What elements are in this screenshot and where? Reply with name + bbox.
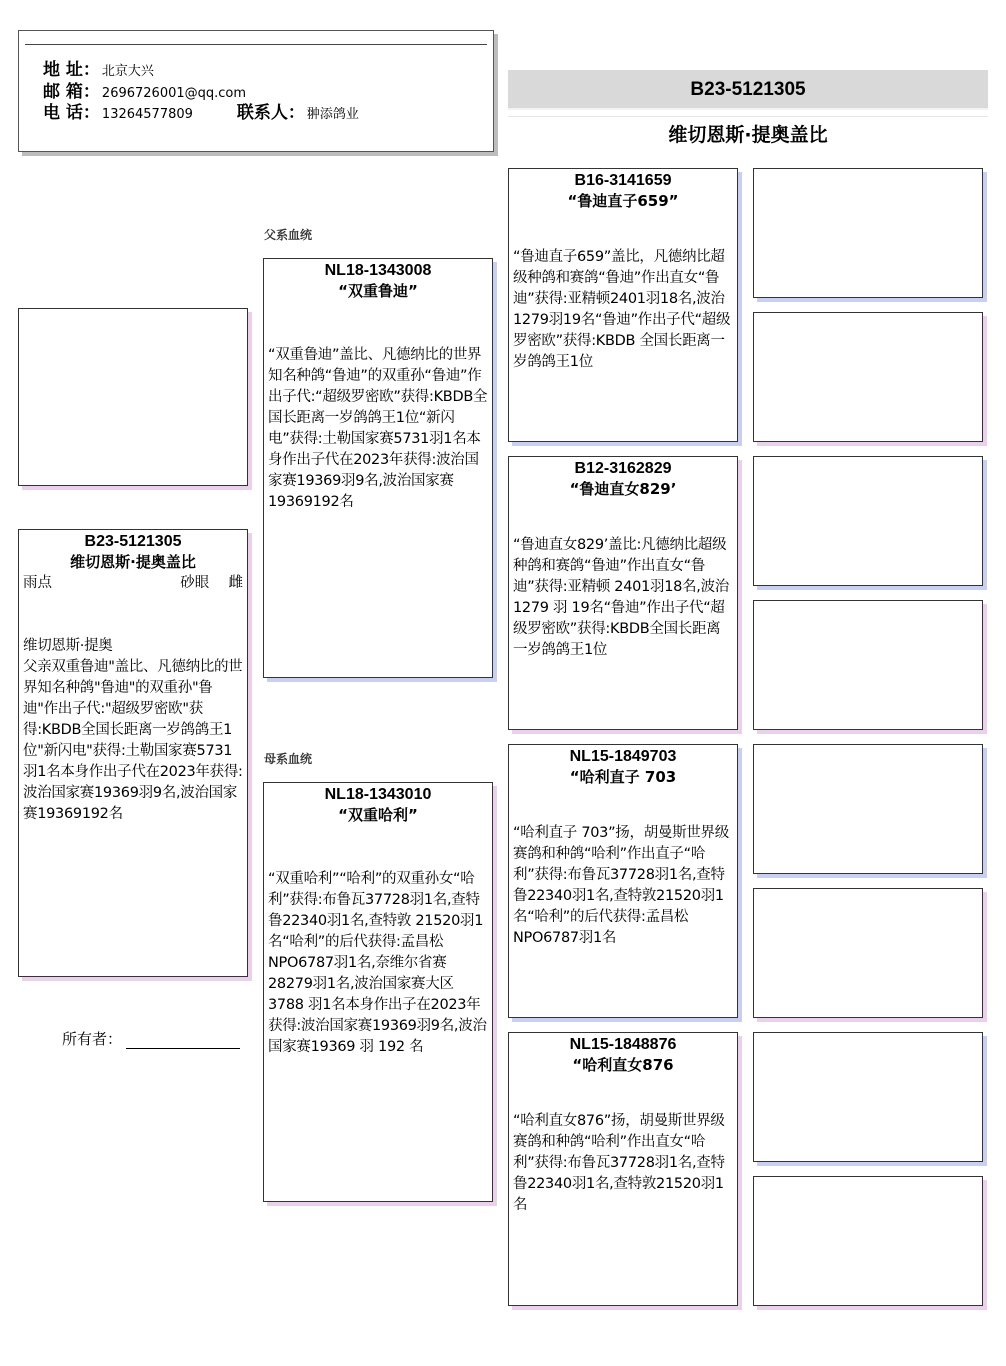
granddam-maternal-card: [508, 1032, 738, 1306]
grandparent-ring: B12-3162829: [574, 460, 672, 477]
bird-photo-frame: [18, 308, 248, 486]
grandparent-description: “鲁迪直子659”盖比，凡德纳比超级种鸽和赛鸽“鲁迪”作出直女“鲁迪”获得:亚精顿2401羽18名,波治1279羽19名“鲁迪”作出子代“超级罗密欧”获得:KBDB 全国长距离一岁鸽鸽王1位: [513, 249, 731, 370]
email-value: 2696726001@qq.com: [101, 86, 247, 101]
subject-description: 维切恩斯·提奥 父亲双重鲁迪"盖比、凡德纳比的世界知名种鸽"鲁迪"的双重孙"鲁迪"作出子代:"超级罗密欧"获得:KBDB全国长距离一岁鸽鸽王1位"新闪电"获得:土勒国家赛5731羽1名本身作出子代在2023年获得:波治国家赛19369羽9名,波治国家赛19369192名: [23, 638, 243, 822]
grandparent-name: “哈利直女876: [572, 1056, 674, 1074]
great-grandparent-box: [753, 744, 983, 874]
grandparent-description: “哈利直女876”扬，胡曼斯世界级赛鸽和种鸽“哈利”作出直女“哈利”获得:布鲁瓦37728羽1名,查特鲁22340羽1名,查特敦21520羽1名: [513, 1113, 725, 1213]
subject-ring: B23-5121305: [84, 533, 182, 550]
grandparent-ring: B16-3141659: [574, 172, 672, 189]
sire-description: “双重鲁迪”盖比、凡德纳比的世界知名种鸽“鲁迪”的双重孙“鲁迪”作出子代:“超级罗密欧”获得:KBDB全国长距离一岁鸽鸽王1位“新闪电”获得:土勒国家赛5731羽1名本身作出子代在2023年获得:波治国家赛19369羽9名,波治国家赛19369192名: [268, 347, 488, 510]
grandparent-ring: NL15-1848876: [569, 1036, 677, 1053]
contact-person-value: 翀添鸽业: [306, 107, 359, 122]
address-label: 地 址：: [43, 60, 100, 80]
great-grandparent-box: [753, 168, 983, 298]
contact-box: [18, 30, 494, 152]
email-label: 邮 箱：: [43, 82, 100, 102]
sire-name: “双重鲁迪”: [338, 282, 418, 300]
dam-ring: NL18-1343010: [324, 786, 432, 803]
subject-attributes: [19, 572, 247, 594]
grandparent-description: “鲁迪直女829’盖比:凡德纳比超级种鸽和赛鸽“鲁迪”作出直女“鲁迪”获得:亚精顿 2401羽18名,波治1279 羽 19名“鲁迪”作出子代“超级罗密欧”获得:KBDB全国长距离一岁鸽鸽王1位: [513, 537, 729, 658]
great-grandparent-box: [753, 600, 983, 730]
contact-divider: [25, 44, 487, 45]
great-grandparent-box: [753, 1032, 983, 1162]
great-grandparent-box: [753, 1176, 983, 1306]
grandparent-name: “鲁迪直女829’: [569, 480, 677, 498]
header-divider: [508, 116, 988, 117]
grandparent-ring: NL15-1849703: [569, 748, 677, 765]
grandsire-paternal-card: [508, 168, 738, 442]
great-grandparent-box: [753, 312, 983, 442]
contact-person-label: 联系人：: [236, 103, 305, 123]
sire-section-label: 父系血统: [264, 228, 313, 242]
grandparent-description: “哈利直子 703”扬，胡曼斯世界级赛鸽和种鸽“哈利”作出直子“哈利”获得:布鲁瓦37728羽1名,查特鲁22340羽1名,查特敦21520羽1名“哈利”的后代获得:孟昌松NPO6787羽1名: [513, 825, 729, 946]
subject-eye: 砂眼: [180, 575, 210, 591]
address-value: 北京大兴: [101, 64, 154, 79]
owner-field: [62, 1028, 240, 1049]
grandsire-maternal-card: [508, 744, 738, 1018]
granddam-paternal-card: [508, 456, 738, 730]
dam-card: [263, 782, 493, 1202]
great-grandparent-box: [753, 456, 983, 586]
dam-section-label: 母系血统: [264, 752, 313, 766]
dam-description: “双重哈利”“哈利”的双重孙女“哈利”获得:布鲁瓦37728羽1名,查特鲁22340羽1名,查特敦 21520羽1名“哈利”的后代获得:孟昌松NPO6787羽1名,奈维尔省赛28279羽1名,波治国家赛大区3788 羽1名本身作出子在2023年获得:波治国家赛19369羽9名,波治国家赛19369 羽 192 名: [268, 871, 487, 1055]
phone-label: 电 话：: [43, 103, 100, 123]
sire-ring: NL18-1343008: [324, 262, 432, 279]
subject-sex: 雌: [228, 575, 243, 591]
phone-row: [43, 98, 359, 123]
subject-name: 维切恩斯·提奥盖比: [70, 553, 196, 571]
sire-card: [263, 258, 493, 678]
header-bird-name: 维切恩斯·提奥盖比: [668, 124, 828, 146]
grandparent-name: “鲁迪直子659”: [567, 192, 679, 210]
owner-signature-line: [126, 1034, 240, 1049]
subject-color: 雨点: [23, 575, 52, 591]
great-grandparent-box: [753, 888, 983, 1018]
dam-name: “双重哈利”: [338, 806, 418, 824]
subject-card: [18, 529, 248, 977]
owner-label: 所有者：: [62, 1030, 123, 1048]
header-ring-number: B23-5121305: [508, 70, 988, 110]
phone-value: 13264577809: [101, 107, 193, 122]
grandparent-name: “哈利直子 703: [569, 768, 677, 786]
